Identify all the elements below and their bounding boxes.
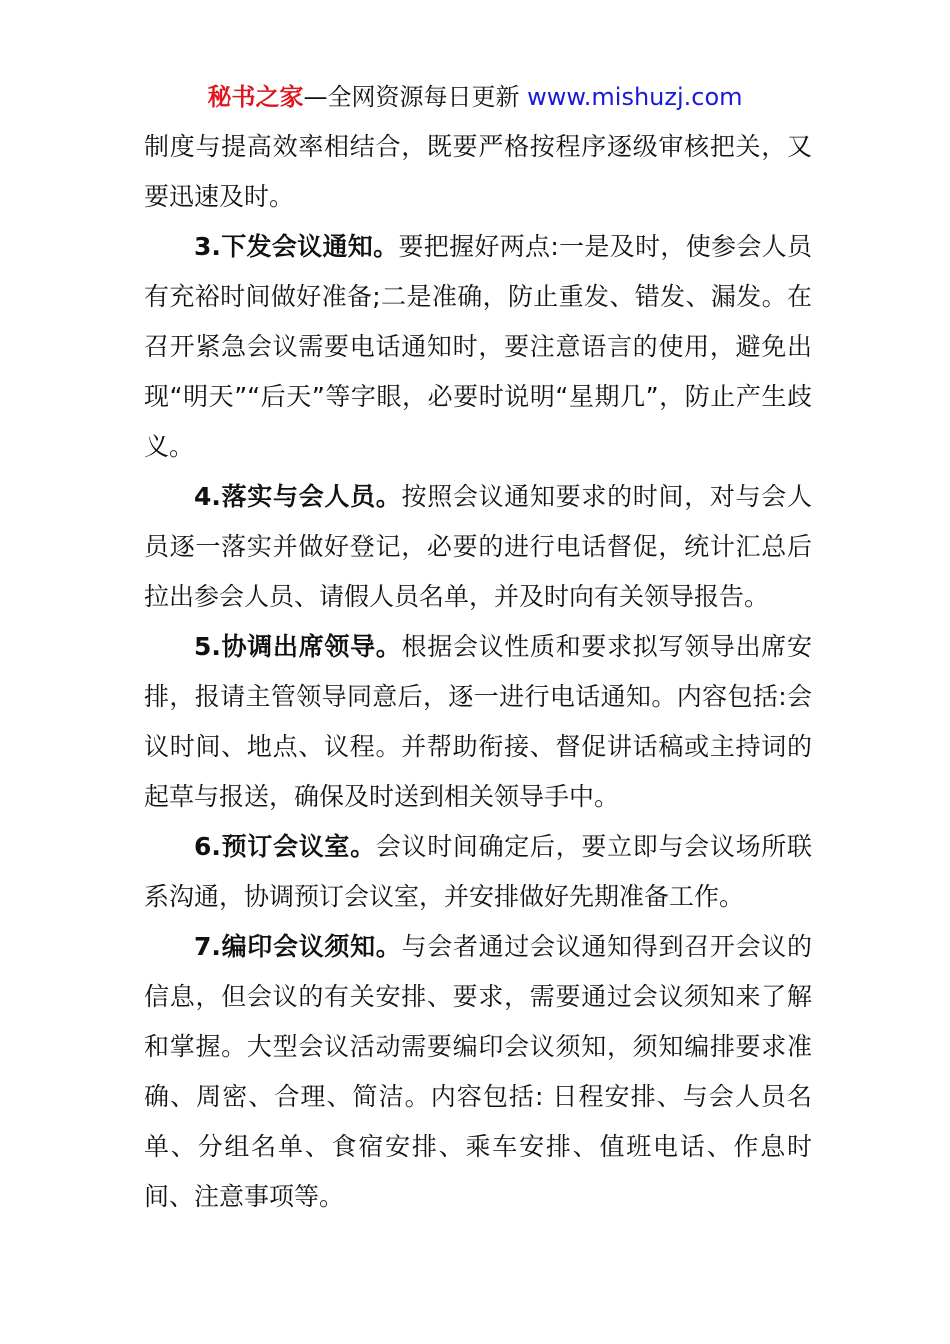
paragraph-text: 会议时间确定后，要立即与会议场所联系沟通，协调预订会议室，并安排做好先期准备工作。 xyxy=(144,832,812,911)
paragraph-continuation xyxy=(144,122,812,222)
website-link[interactable]: www.mishuzj.com xyxy=(527,83,743,111)
document-body xyxy=(144,122,812,1222)
paragraph-text: 要把握好两点:一是及时，使参会人员有充裕时间做好准备;二是准确，防止重发、错发、漏发。在召开紧急会议需要电话通知时，要注意语言的使用，避免出现“明天”“后天”等字眼，必要时说明“星期几”，防止产生歧义。 xyxy=(144,232,812,461)
paragraph-heading: 5.协调出席领导。 xyxy=(194,632,402,661)
paragraph-meeting-guide xyxy=(144,922,812,1222)
paragraph-issue-notice xyxy=(144,222,812,472)
paragraph-text: 根据会议性质和要求拟写领导出席安排，报请主管领导同意后，逐一进行电话通知。内容包括:会议时间、地点、议程。并帮助衔接、督促讲话稿或主持词的起草与报送，确保及时送到相关领导手中。 xyxy=(144,632,812,811)
paragraph-heading: 4.落实与会人员。 xyxy=(194,482,402,511)
header-tagline: —全网资源每日更新 xyxy=(303,83,520,111)
brand-name: 秘书之家 xyxy=(207,83,304,111)
page-header xyxy=(0,80,950,114)
paragraph-book-room xyxy=(144,822,812,922)
paragraph-text: 与会者通过会议通知得到召开会议的信息，但会议的有关安排、要求，需要通过会议须知来了解和掌握。大型会议活动需要编印会议须知，须知编排要求准确、周密、合理、简洁。内容包括: 日程安排、与会人员名单、分组名单、食宿安排、乘车安排、值班电话、作息时间、注意事项等。 xyxy=(144,932,812,1211)
paragraph-heading: 3.下发会议通知。 xyxy=(194,232,399,261)
paragraph-text: 制度与提高效率相结合，既要严格按程序逐级审核把关，又要迅速及时。 xyxy=(144,132,812,211)
paragraph-confirm-attendees xyxy=(144,472,812,622)
paragraph-heading: 6.预订会议室。 xyxy=(194,832,376,861)
paragraph-text: 按照会议通知要求的时间，对与会人员逐一落实并做好登记，必要的进行电话督促，统计汇总后拉出参会人员、请假人员名单，并及时向有关领导报告。 xyxy=(144,482,812,611)
paragraph-heading: 7.编印会议须知。 xyxy=(194,932,402,961)
paragraph-coordinate-leaders xyxy=(144,622,812,822)
